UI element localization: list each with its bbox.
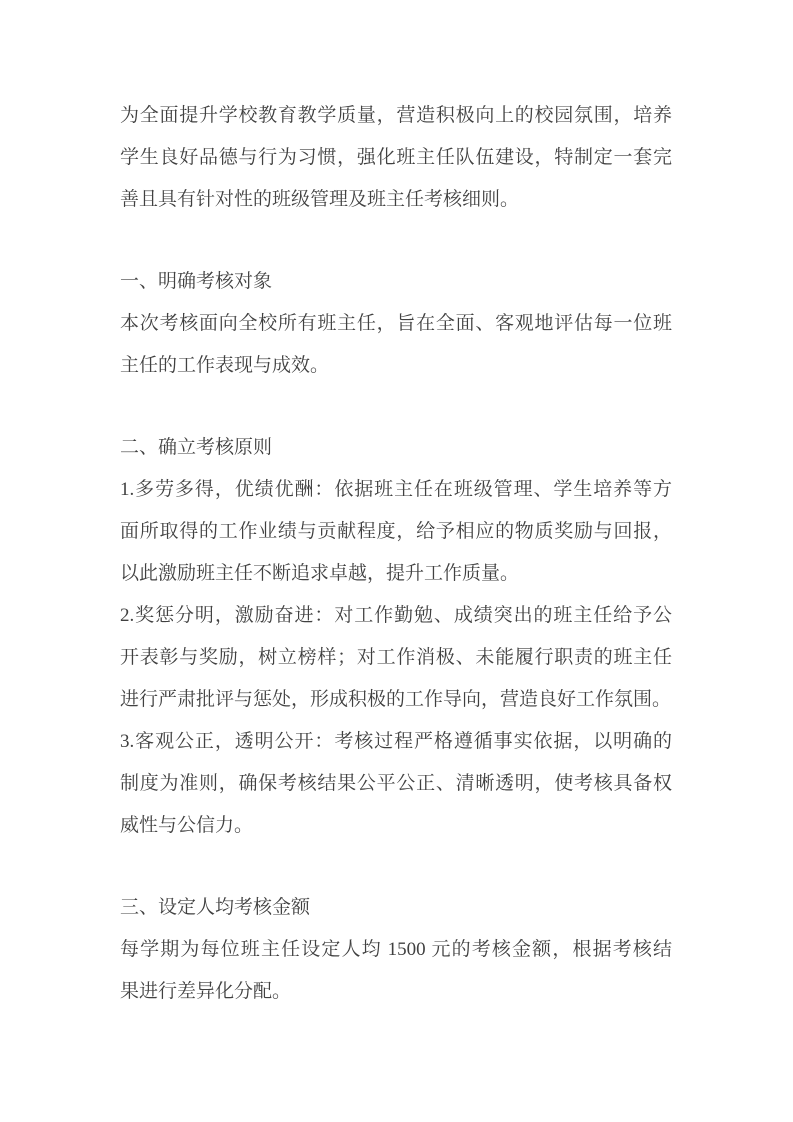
paragraph-line: 善且具有针对性的班级管理及班主任考核细则。 <box>120 189 520 210</box>
paragraph-line: 为全面提升学校教育教学质量，营造积极向上的校园氛围，培养 <box>120 105 672 126</box>
paragraph-line: 本次考核面向全校所有班主任，旨在全面、客观地评估每一位班 <box>120 313 672 334</box>
paragraph-line: 威性与公信力。 <box>120 815 254 836</box>
section-2-item-2 <box>120 595 672 721</box>
paragraph-line: 主任的工作表现与成效。 <box>120 355 330 376</box>
heading-text: 三、设定人均考核金额 <box>120 897 311 918</box>
paragraph-line: 每学期为每位班主任设定人均 1500 元的考核金额，根据考核结 <box>120 939 672 960</box>
section-1-heading <box>120 261 672 303</box>
paragraph-line: 2.奖惩分明，激励奋进：对工作勤勉、成绩突出的班主任给予公 <box>120 605 672 626</box>
paragraph-line: 3.客观公正，透明公开：考核过程严格遵循事实依据，以明确的 <box>120 731 672 752</box>
section-3-paragraph <box>120 929 672 1013</box>
paragraph-line: 学生良好品德与行为习惯，强化班主任队伍建设，特制定一套完 <box>120 147 672 168</box>
section-1-paragraph <box>120 303 672 387</box>
section-3-heading <box>120 887 672 929</box>
paragraph-line: 开表彰与奖励，树立榜样；对工作消极、未能履行职责的班主任 <box>120 647 672 668</box>
paragraph-line: 制度为准则，确保考核结果公平公正、清晰透明，使考核具备权 <box>120 773 672 794</box>
section-2-heading <box>120 427 672 469</box>
section-2-item-1 <box>120 469 672 595</box>
paragraph-line: 面所取得的工作业绩与贡献程度，给予相应的物质奖励与回报， <box>120 521 672 542</box>
paragraph-line: 果进行差异化分配。 <box>120 981 292 1002</box>
section-2-item-3 <box>120 721 672 847</box>
paragraph-line: 进行严肃批评与惩处，形成积极的工作导向，营造良好工作氛围。 <box>120 689 672 710</box>
heading-text: 一、明确考核对象 <box>120 271 273 292</box>
paragraph-line: 1.多劳多得，优绩优酬：依据班主任在班级管理、学生培养等方 <box>120 479 672 500</box>
paragraph-line: 以此激励班主任不断追求卓越，提升工作质量。 <box>120 563 520 584</box>
heading-text: 二、确立考核原则 <box>120 437 273 458</box>
intro-paragraph <box>120 95 672 221</box>
document-body <box>120 95 672 1013</box>
